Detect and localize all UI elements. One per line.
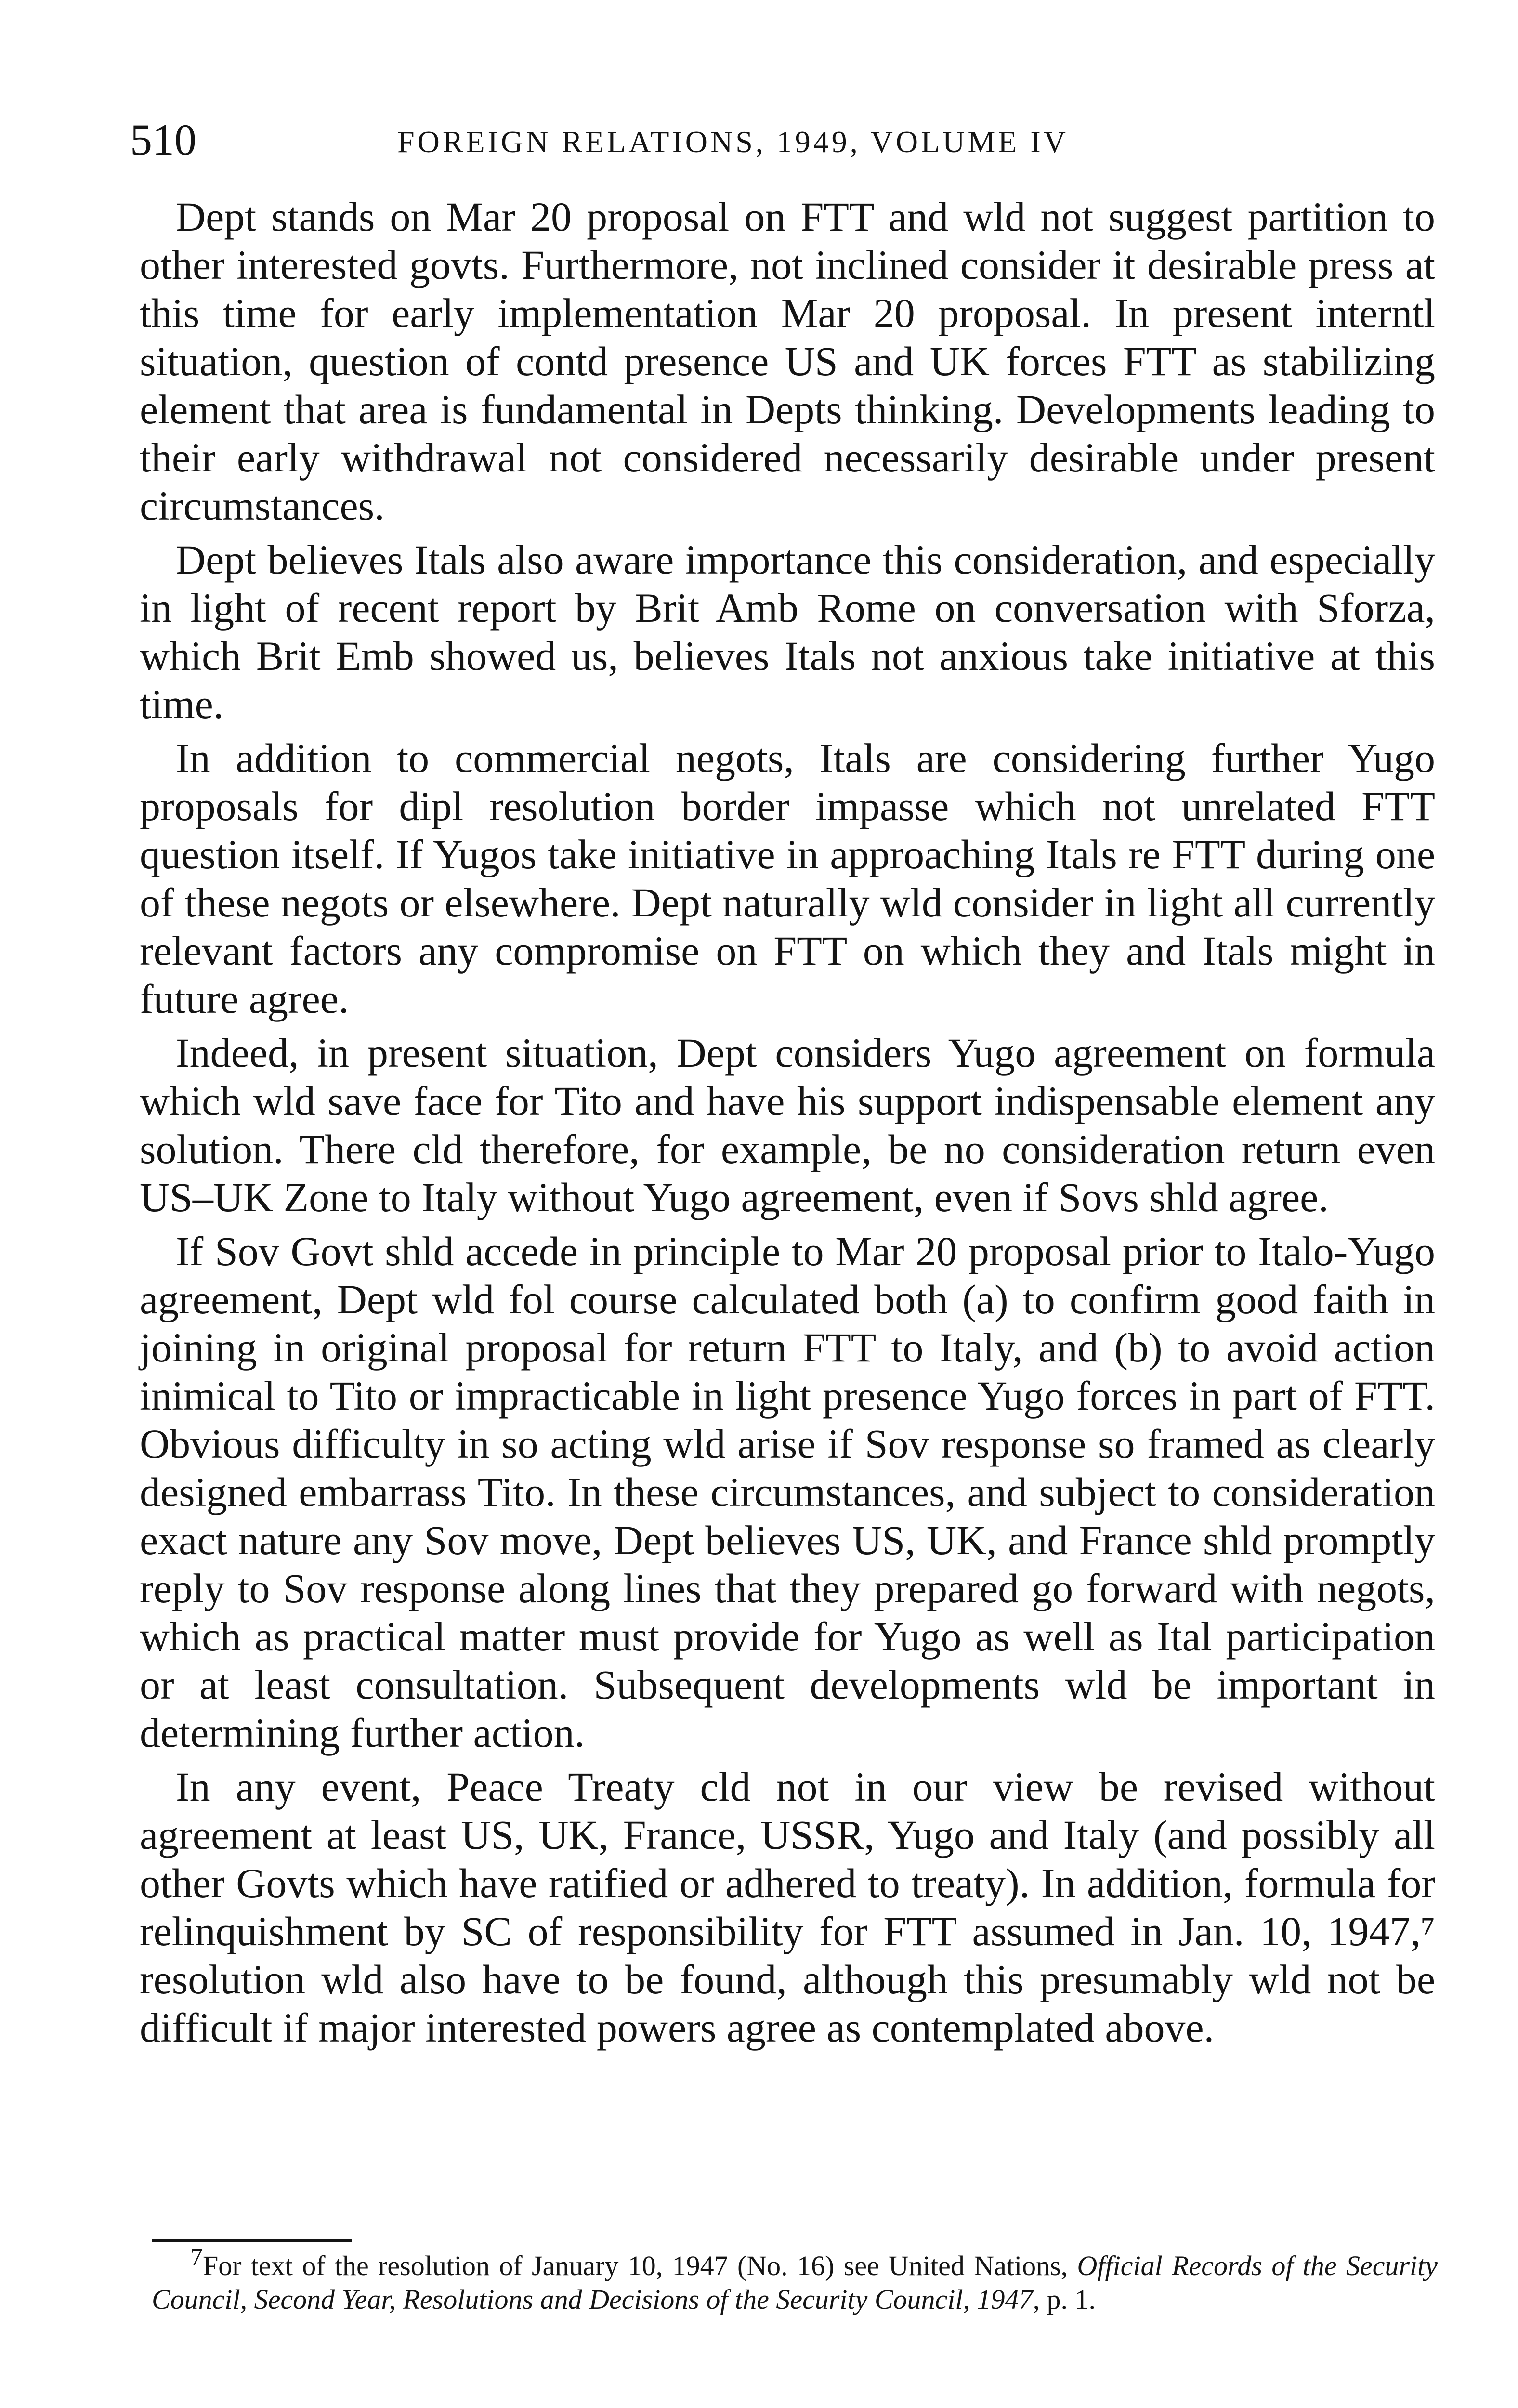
page-number: 510 bbox=[130, 115, 196, 164]
footnote-text: For text of the resolution of January 10, 1947 (No. 16) see United Nations, bbox=[203, 2250, 1077, 2281]
paragraph-4: Indeed, in present situation, Dept considers Yugo agreement on formula which wld save face for Tito and have his support indispensable element any solution. There cld therefore, for example, be no consideration return even US–UK Zone to Italy without Yugo agreement, even if Sovs shld agree. bbox=[140, 1030, 1435, 1220]
footnote-marker: 7 bbox=[190, 2243, 203, 2271]
paragraph-3: In addition to commercial negots, Itals are considering further Yugo proposals for dipl resolution border impasse which not unrelated FTT question itself. If Yugos take initiative in approaching Itals re FTT during one of these negots or elsewhere. Dept naturally wld consider in light all currently relevant factors any compromise on FTT on which they and Itals might in future agree. bbox=[140, 735, 1435, 1022]
footnote-divider bbox=[152, 2239, 352, 2242]
footnote bbox=[152, 2243, 1438, 2316]
page-header bbox=[130, 111, 1421, 169]
paragraph-5: If Sov Govt shld accede in principle to Mar 20 proposal prior to Italo-Yugo agreement, Dept wld fol course calculated both (a) to confirm good faith in joining in original proposal for return FTT to Italy, and (b) to avoid action inimical to Tito or impracticable in light presence Yugo forces in part of FTT. Obvious difficulty in so acting wld arise if Sov response so framed as clearly designed embarrass Tito. In these circumstances, and subject to consideration exact nature any Sov move, Dept believes US, UK, and France shld promptly reply to Sov response along lines that they prepared go forward with negots, which as practical matter must provide for Yugo as well as Ital participation or at least consultation. Subsequent developments wld be important in determining further action. bbox=[140, 1228, 1435, 1756]
footnote-citation: Official Records of the Security Council, Second Year, Resolutions and Decisions of the Security Council, 1947, bbox=[152, 2250, 1438, 2315]
paragraph-6: In any event, Peace Treaty cld not in our view be revised without agreement at least US, UK, France, USSR, Yugo and Italy (and possibly all other Govts which have ratified or adhered to treaty). In addition, formula for relinquishment by SC of responsibility for FTT assumed in Jan. 10, 1947,⁷ resolution wld also have to be found, although this presumably wld not be difficult if major interested powers agree as contemplated above. bbox=[140, 1764, 1435, 2051]
running-head: FOREIGN RELATIONS, 1949, VOLUME IV bbox=[397, 125, 1069, 159]
footnote-page-ref: p. 1. bbox=[1040, 2284, 1096, 2315]
paragraph-1: Dept stands on Mar 20 proposal on FTT and wld not suggest partition to other interested govts. Furthermore, not inclined consider it desirable press at this time for early implementation Mar 20 proposal. In present interntl situation, question of contd presence US and UK forces FTT as stabilizing element that area is fundamental in Depts thinking. Developments leading to their early withdrawal not considered necessarily desirable under present circumstances. bbox=[140, 194, 1435, 529]
body-text bbox=[140, 193, 1435, 2057]
paragraph-2: Dept believes Itals also aware importance this consideration, and especially in light of recent report by Brit Amb Rome on conversation with Sforza, which Brit Emb showed us, believes Itals not anxious take initiative at this time. bbox=[140, 537, 1435, 727]
